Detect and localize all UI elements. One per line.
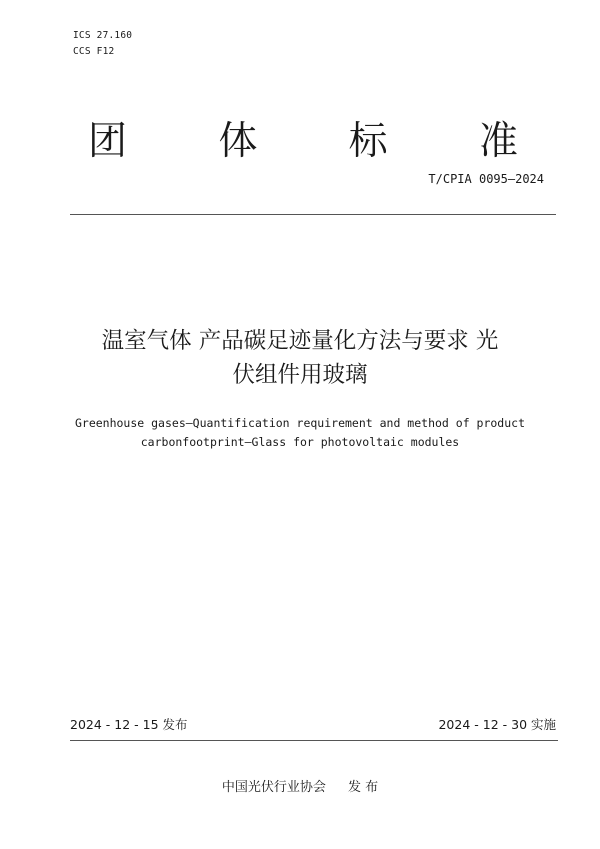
doc-type-char: 体 <box>218 119 258 164</box>
ccs-code: CCS F12 <box>73 46 115 57</box>
english-title-line-1: Greenhouse gases—Quantification requirement and method of product <box>74 416 526 430</box>
publisher-line <box>0 776 600 795</box>
doc-type-char: 准 <box>478 119 518 164</box>
issue-date: 2024 - 12 - 15 发布 <box>70 717 188 732</box>
doc-type-char: 标 <box>348 119 388 164</box>
implementation-date: 2024 - 12 - 30 实施 <box>438 717 556 732</box>
header-divider <box>70 214 556 215</box>
english-title-line-2: carbonfootprint—Glass for photovoltaic modules <box>140 435 460 449</box>
doc-type-char: 团 <box>88 119 128 164</box>
ics-code: ICS 27.160 <box>73 30 133 41</box>
english-title <box>20 414 580 452</box>
footer-divider <box>70 740 558 741</box>
document-type-heading <box>88 112 518 172</box>
publisher-action: 发 布 <box>347 780 379 795</box>
chinese-title-line-2: 伏组件用玻璃 <box>232 362 368 388</box>
standard-number: T/CPIA 0095—2024 <box>428 172 544 186</box>
publisher-org: 中国光伏行业协会 <box>221 780 326 795</box>
chinese-title-line-1: 温室气体 产品碳足迹量化方法与要求 光 <box>101 328 499 354</box>
chinese-title <box>40 324 560 392</box>
